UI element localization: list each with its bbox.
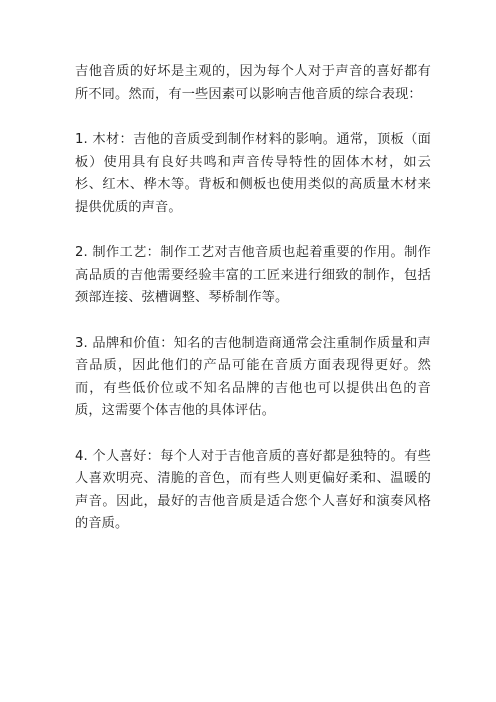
paragraph-intro: 吉他音质的好坏是主观的，因为每个人对于声音的喜好都有所不同。然而，有一些因素可以影响吉他音质的综合表现： bbox=[75, 64, 431, 102]
paragraph-personal-preference: 4. 个人喜好：每个人对于吉他音质的喜好都是独特的。有些人喜欢明亮、清脆的音色，而有些人则更偏好柔和、温暖的声音。因此，最好的吉他音质是适合您个人喜好和演奏风格的音质。 bbox=[75, 448, 431, 531]
paragraph-craftsmanship: 2. 制作工艺：制作工艺对吉他音质也起着重要的作用。制作高品质的吉他需要经验丰富的工匠来进行细致的制作，包括颈部连接、弦槽调整、琴桥制作等。 bbox=[75, 245, 431, 305]
document-body bbox=[75, 61, 431, 536]
paragraph-brand-value: 3. 品牌和价值：知名的吉他制造商通常会注重制作质量和声音品质，因此他们的产品可能在音质方面表现得更好。然而，有些低价位或不知名品牌的吉他也可以提供出色的音质，这需要个体吉他的具体评估。 bbox=[75, 335, 431, 418]
paragraph-wood: 1. 木材：吉他的音质受到制作材料的影响。通常，顶板（面板）使用具有良好共鸣和声音传导特性的固体木材，如云杉、红木、桦木等。背板和侧板也使用类似的高质量木材来提供优质的声音。 bbox=[75, 132, 431, 215]
